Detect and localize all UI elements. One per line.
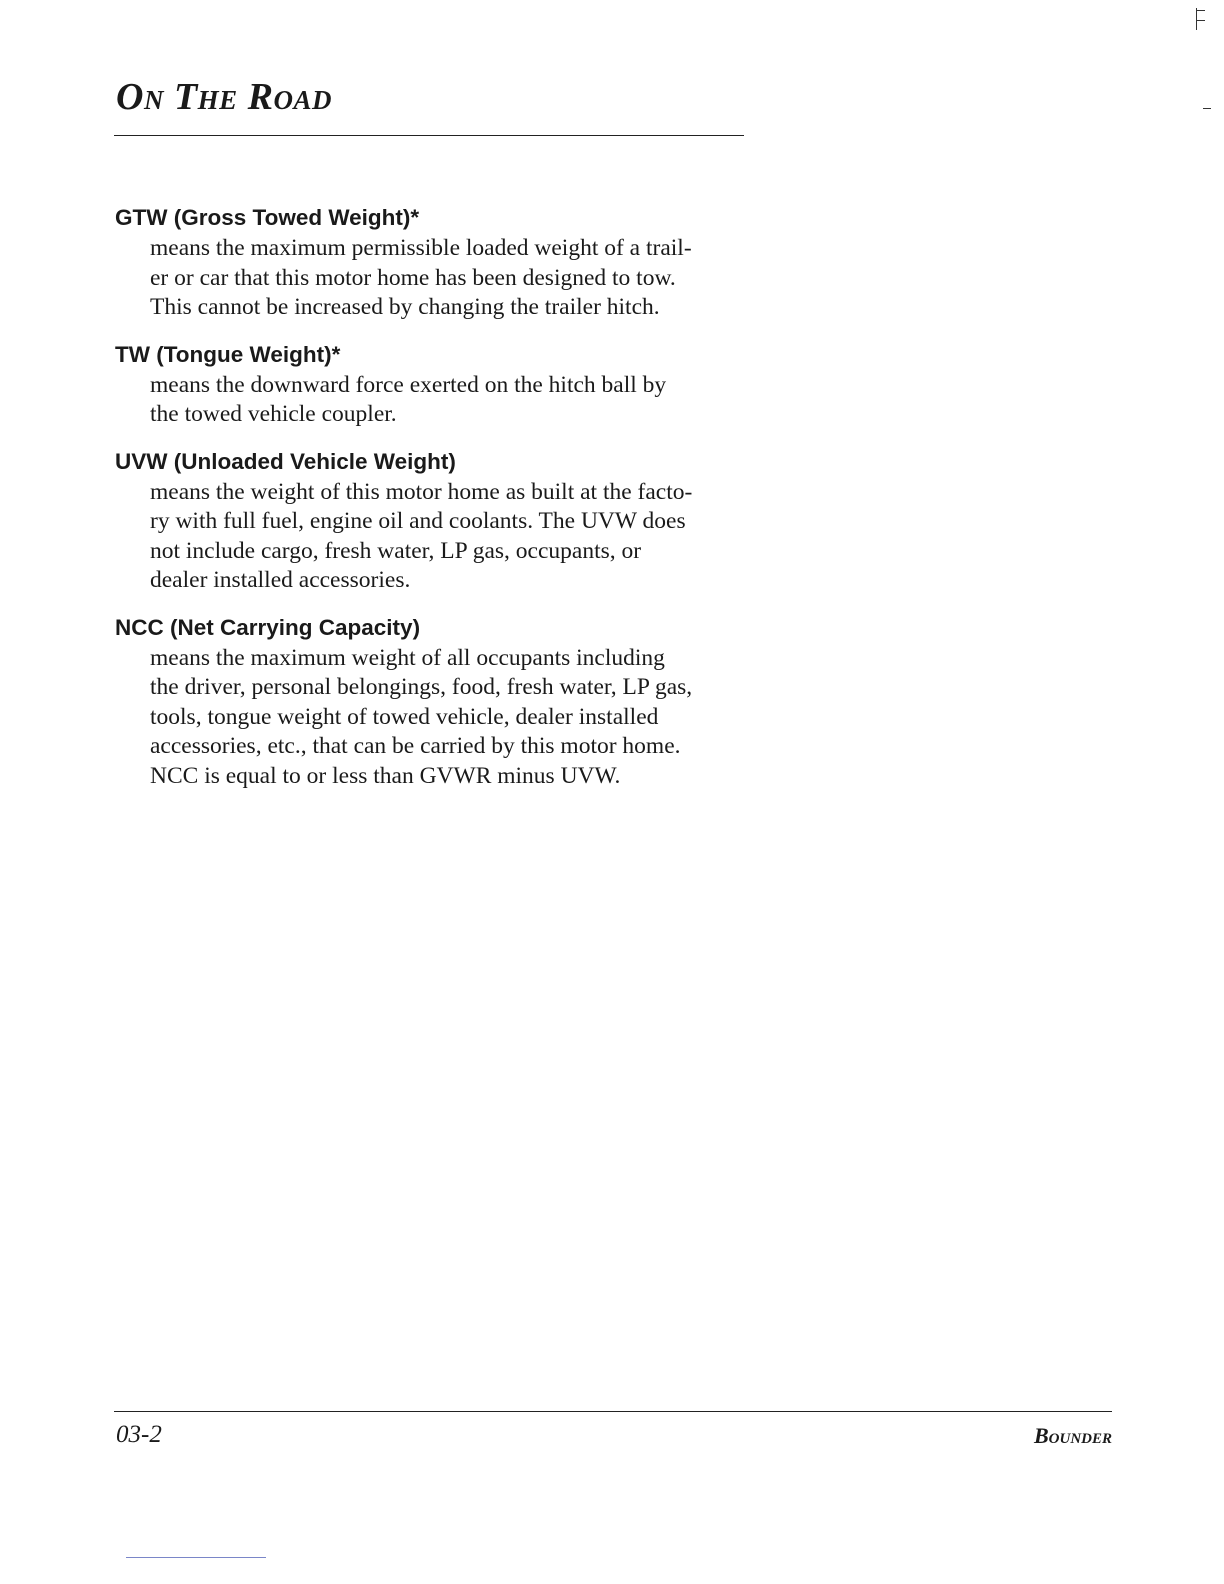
definition-line: means the weight of this motor home as built at the facto-	[150, 478, 693, 505]
definition-line: tools, tongue weight of towed vehicle, dealer installed	[150, 703, 659, 730]
definition-text	[150, 478, 750, 596]
definition-uvw	[115, 446, 755, 596]
definitions-list	[115, 202, 755, 807]
definition-line: NCC is equal to or less than GVWR minus UVW.	[150, 762, 621, 789]
definition-text	[150, 371, 750, 430]
page-title: On The Road	[116, 76, 333, 118]
definition-line: not include cargo, fresh water, LP gas, occupants, or	[150, 537, 642, 564]
definition-line: dealer installed accessories.	[150, 567, 411, 593]
scan-edge-dash	[1203, 108, 1211, 109]
definition-term: UVW (Unloaded Vehicle Weight)	[115, 448, 456, 474]
page-number: 03-2	[116, 1421, 162, 1448]
brand-name: Bounder	[1033, 1423, 1112, 1448]
definition-text	[150, 234, 750, 323]
definition-text	[150, 644, 750, 792]
definition-line: This cannot be increased by changing the trailer hitch.	[150, 294, 660, 320]
definition-gtw	[115, 202, 755, 323]
definition-line: means the maximum permissible loaded weight of a trail-	[150, 235, 692, 261]
scan-bottom-mark	[126, 1557, 266, 1558]
definition-line: er or car that this motor home has been designed to tow.	[150, 264, 676, 291]
definition-term: NCC (Net Carrying Capacity)	[115, 614, 421, 640]
scan-edge-mark	[1196, 8, 1209, 30]
definition-ncc	[115, 612, 755, 792]
definition-line: the towed vehicle coupler.	[150, 401, 397, 427]
definition-line: means the maximum weight of all occupants including	[150, 644, 665, 671]
definition-line: the driver, personal belongings, food, fresh water, LP gas,	[150, 674, 693, 700]
definition-line: means the downward force exerted on the hitch ball by	[150, 371, 667, 398]
footer-divider	[114, 1411, 1112, 1412]
definition-line: accessories, etc., that can be carried by this motor home.	[150, 733, 681, 759]
definition-term: GTW (Gross Towed Weight)*	[115, 205, 420, 230]
definition-term: TW (Tongue Weight)*	[115, 341, 341, 367]
header-divider	[114, 135, 744, 136]
definition-line: ry with full fuel, engine oil and coolants. The UVW does	[150, 508, 686, 534]
definition-tw	[115, 339, 755, 430]
